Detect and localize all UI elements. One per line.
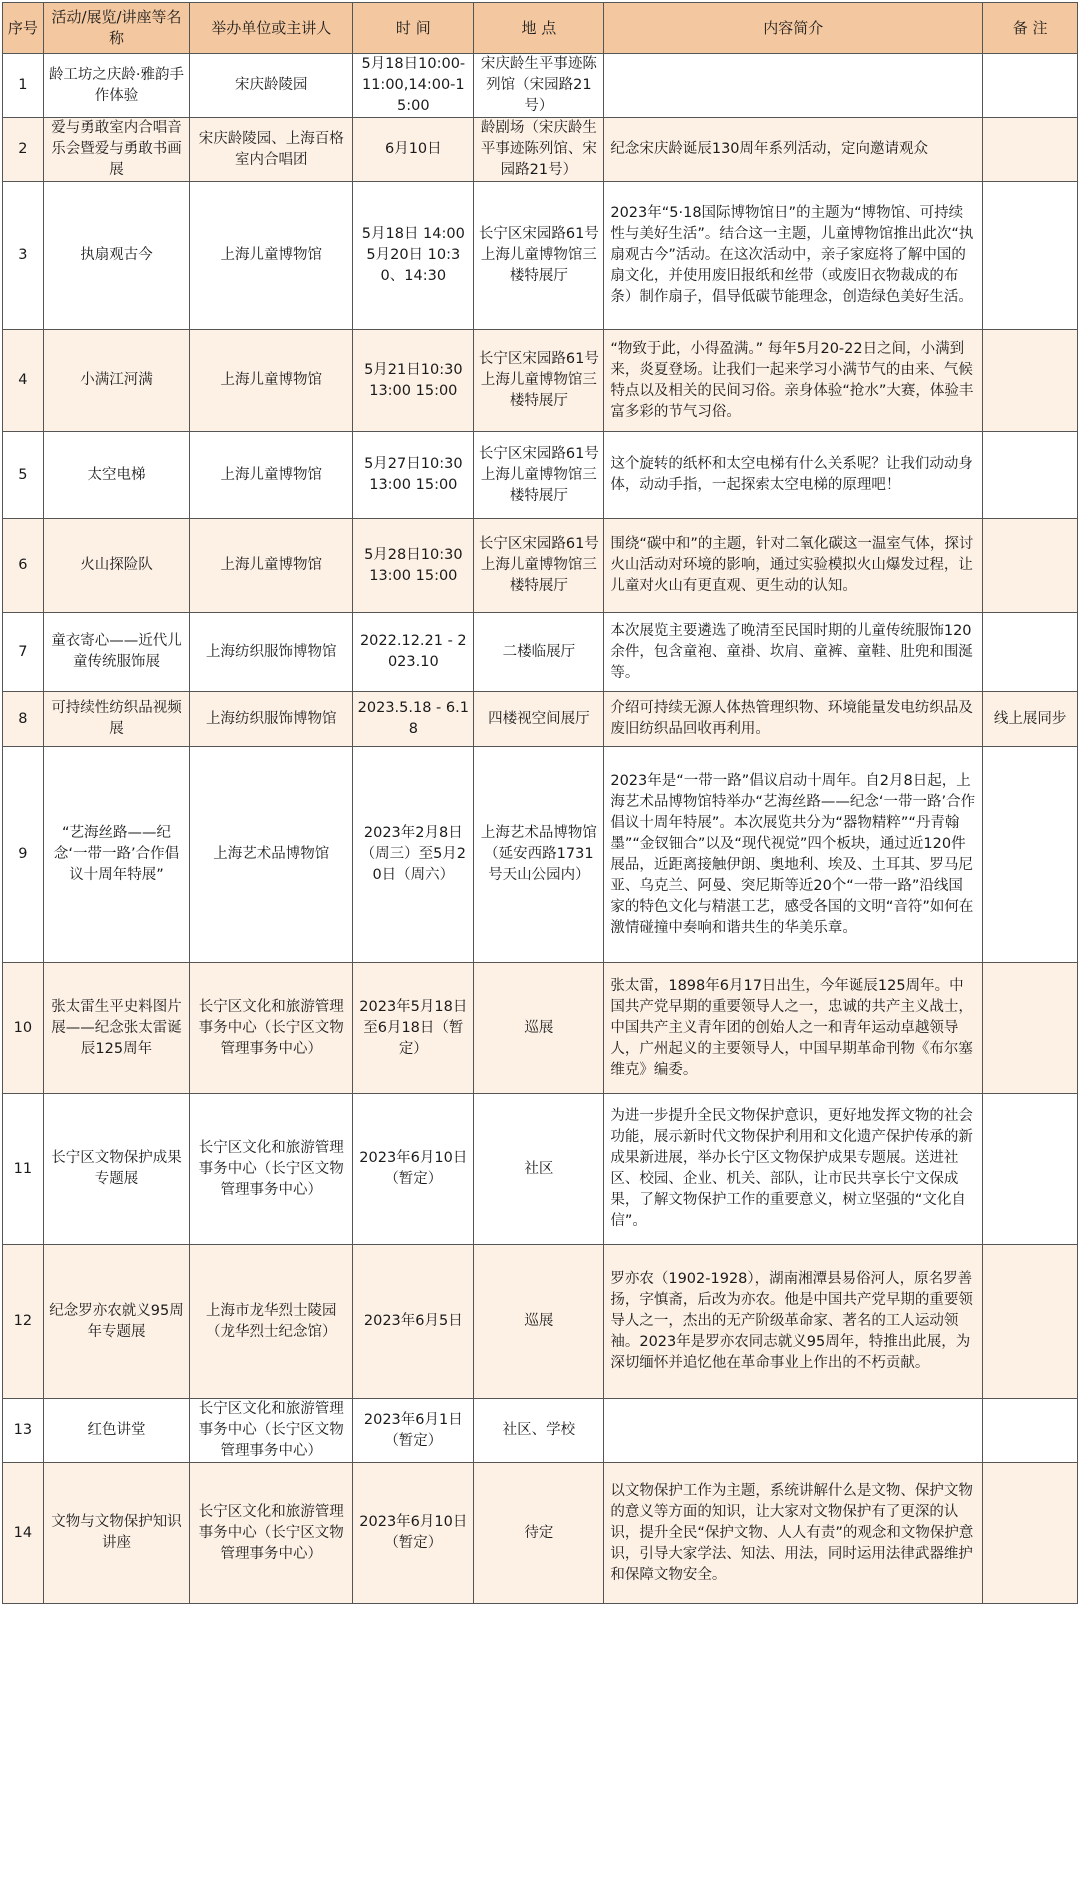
cell-place: 长宁区宋园路61号上海儿童博物馆三楼特展厅 (474, 330, 604, 432)
cell-desc: 这个旋转的纸杯和太空电梯有什么关系呢？让我们动动身体，动动手指，一起探索太空电梯的原理吧！ (604, 432, 983, 519)
header-note: 备 注 (983, 3, 1078, 54)
cell-time: 2023年5月18日至6月18日（暂定） (353, 963, 474, 1094)
cell-desc: 为进一步提升全民文物保护意识，更好地发挥文物的社会功能，展示新时代文物保护利用和文化遗产保护传承的新成果新进展，举办长宁区文物保护成果专题展。送进社区、校园、企业、机关、部队，让市民共享长宁文保成果，了解文物保护工作的重要意义，树立坚强的“文化自信”。 (604, 1094, 983, 1245)
cell-org: 长宁区文化和旅游管理事务中心（长宁区文物管理事务中心） (190, 1399, 353, 1463)
cell-desc: 以文物保护工作为主题，系统讲解什么是文物、保护文物的意义等方面的知识，让大家对文物保护有了更深的认识，提升全民“保护文物、人人有责”的观念和文物保护意识，引导大家学法、知法、用法，同时运用法律武器维护和保障文物安全。 (604, 1463, 983, 1604)
cell-org: 上海纺织服饰博物馆 (190, 692, 353, 747)
cell-note (983, 1399, 1078, 1463)
cell-note (983, 1463, 1078, 1604)
cell-name: 文物与文物保护知识讲座 (43, 1463, 189, 1604)
cell-note (983, 432, 1078, 519)
cell-desc: “物致于此，小得盈满。” 每年5月20-22日之间，小满到来，炎夏登场。让我们一起来学习小满节气的由来、气候特点以及相关的民间习俗。亲身体验“抢水”大赛，体验丰富多彩的节气习俗。 (604, 330, 983, 432)
cell-place: 四楼视空间展厅 (474, 692, 604, 747)
cell-time: 2023年2月8日（周三）至5月20日（周六） (353, 747, 474, 963)
cell-org: 上海儿童博物馆 (190, 330, 353, 432)
cell-place: 二楼临展厅 (474, 613, 604, 692)
cell-desc: 罗亦农（1902-1928），湖南湘潭县易俗河人，原名罗善扬，字慎斋，后改为亦农。他是中国共产党早期的重要领导人之一，杰出的无产阶级革命家、著名的工人运动领袖。2023年是罗亦农同志就义95周年，特推出此展，为深切缅怀并追忆他在革命事业上作出的不朽贡献。 (604, 1245, 983, 1399)
cell-name: 红色讲堂 (43, 1399, 189, 1463)
cell-desc: 介绍可持续无源人体热管理织物、环境能量发电纺织品及废旧纺织品回收再利用。 (604, 692, 983, 747)
table-row (3, 1245, 1078, 1399)
header-org: 举办单位或主讲人 (190, 3, 353, 54)
cell-no: 7 (3, 613, 44, 692)
cell-place: 社区、学校 (474, 1399, 604, 1463)
cell-time: 6月10日 (353, 118, 474, 182)
table-row (3, 330, 1078, 432)
cell-note (983, 330, 1078, 432)
table-row (3, 747, 1078, 963)
cell-place: 长宁区宋园路61号上海儿童博物馆三楼特展厅 (474, 432, 604, 519)
header-no: 序号 (3, 3, 44, 54)
cell-no: 10 (3, 963, 44, 1094)
table-row (3, 613, 1078, 692)
cell-name: “艺海丝路——纪念‘一带一路’合作倡议十周年特展” (43, 747, 189, 963)
cell-note (983, 54, 1078, 118)
header-name: 活动/展览/讲座等名称 (43, 3, 189, 54)
cell-name: 长宁区文物保护成果专题展 (43, 1094, 189, 1245)
cell-note (983, 519, 1078, 613)
cell-note (983, 1245, 1078, 1399)
cell-no: 5 (3, 432, 44, 519)
cell-place: 社区 (474, 1094, 604, 1245)
cell-note (983, 747, 1078, 963)
cell-place: 巡展 (474, 1245, 604, 1399)
cell-time: 2023年6月10日（暂定） (353, 1463, 474, 1604)
header-time: 时 间 (353, 3, 474, 54)
cell-place: 长宁区宋园路61号上海儿童博物馆三楼特展厅 (474, 182, 604, 330)
cell-name: 纪念罗亦农就义95周年专题展 (43, 1245, 189, 1399)
events-table (2, 2, 1078, 1604)
cell-desc: 纪念宋庆龄诞辰130周年系列活动，定向邀请观众 (604, 118, 983, 182)
cell-time: 2023年6月10日（暂定） (353, 1094, 474, 1245)
cell-name: 执扇观古今 (43, 182, 189, 330)
cell-name: 太空电梯 (43, 432, 189, 519)
cell-no: 9 (3, 747, 44, 963)
cell-no: 3 (3, 182, 44, 330)
cell-time: 5月18日10:00-11:00,14:00-15:00 (353, 54, 474, 118)
cell-time: 5月27日10:30 13:00 15:00 (353, 432, 474, 519)
cell-time: 2022.12.21 - 2023.10 (353, 613, 474, 692)
cell-org: 上海市龙华烈士陵园（龙华烈士纪念馆） (190, 1245, 353, 1399)
cell-no: 8 (3, 692, 44, 747)
cell-org: 长宁区文化和旅游管理事务中心（长宁区文物管理事务中心） (190, 1463, 353, 1604)
cell-time: 5月21日10:30 13:00 15:00 (353, 330, 474, 432)
cell-org: 宋庆龄陵园、上海百格室内合唱团 (190, 118, 353, 182)
table-row (3, 1399, 1078, 1463)
cell-name: 童衣寄心——近代儿童传统服饰展 (43, 613, 189, 692)
cell-no: 12 (3, 1245, 44, 1399)
table-row (3, 432, 1078, 519)
cell-name: 爱与勇敢室内合唱音乐会暨爱与勇敢书画展 (43, 118, 189, 182)
cell-note (983, 1094, 1078, 1245)
cell-org: 宋庆龄陵园 (190, 54, 353, 118)
cell-place: 待定 (474, 1463, 604, 1604)
cell-no: 4 (3, 330, 44, 432)
cell-org: 上海儿童博物馆 (190, 182, 353, 330)
cell-desc: 2023年“5·18国际博物馆日”的主题为“博物馆、可持续性与美好生活”。结合这一主题，儿童博物馆推出此次“执扇观古今”活动。在这次活动中，亲子家庭将了解中国的扇文化，并使用废旧报纸和丝带（或废旧衣物裁成的布条）制作扇子，倡导低碳节能理念，创造绿色美好生活。 (604, 182, 983, 330)
table-row (3, 519, 1078, 613)
cell-no: 11 (3, 1094, 44, 1245)
table-row (3, 54, 1078, 118)
cell-name: 龄工坊之庆龄·雅韵手作体验 (43, 54, 189, 118)
header-desc: 内容简介 (604, 3, 983, 54)
cell-time: 2023.5.18 - 6.18 (353, 692, 474, 747)
cell-time: 2023年6月5日 (353, 1245, 474, 1399)
cell-desc: 2023年是“一带一路”倡议启动十周年。自2月8日起，上海艺术品博物馆特举办“艺海丝路——纪念‘一带一路’合作倡议十周年特展”。本次展览共分为“器物精粹”“丹青翰墨”“金钗钿合”以及“现代视觉”四个板块，通过近120件展品，近距离接触伊朗、奥地利、埃及、土耳其、罗马尼亚、乌克兰、阿曼、突尼斯等近20个“一带一路”沿线国家的特色文化与精湛工艺，感受各国的文明“音符”如何在激情碰撞中奏响和谐共生的华美乐章。 (604, 747, 983, 963)
cell-org: 长宁区文化和旅游管理事务中心（长宁区文物管理事务中心） (190, 1094, 353, 1245)
cell-place: 巡展 (474, 963, 604, 1094)
cell-org: 上海艺术品博物馆 (190, 747, 353, 963)
cell-time: 5月28日10:30 13:00 15:00 (353, 519, 474, 613)
cell-note (983, 613, 1078, 692)
cell-note: 线上展同步 (983, 692, 1078, 747)
table-row (3, 1463, 1078, 1604)
table-row (3, 182, 1078, 330)
cell-org: 上海儿童博物馆 (190, 519, 353, 613)
cell-note (983, 963, 1078, 1094)
cell-place: 宋庆龄生平事迹陈列馆（宋园路21号） (474, 54, 604, 118)
cell-time: 5月18日 14:00 5月20日 10:30、14:30 (353, 182, 474, 330)
table-row (3, 692, 1078, 747)
table-row (3, 963, 1078, 1094)
cell-no: 13 (3, 1399, 44, 1463)
cell-org: 上海纺织服饰博物馆 (190, 613, 353, 692)
cell-desc: 围绕“碳中和”的主题，针对二氧化碳这一温室气体，探讨火山活动对环境的影响，通过实验模拟火山爆发过程，让儿童对火山有更直观、更生动的认知。 (604, 519, 983, 613)
cell-name: 可持续性纺织品视频展 (43, 692, 189, 747)
cell-note (983, 118, 1078, 182)
cell-name: 火山探险队 (43, 519, 189, 613)
cell-note (983, 182, 1078, 330)
cell-desc (604, 1399, 983, 1463)
table-row (3, 1094, 1078, 1245)
cell-no: 1 (3, 54, 44, 118)
cell-time: 2023年6月1日（暂定） (353, 1399, 474, 1463)
cell-desc: 本次展览主要遴选了晚清至民国时期的儿童传统服饰120余件，包含童袍、童褂、坎肩、童裤、童鞋、肚兜和围涎等。 (604, 613, 983, 692)
cell-desc: 张太雷，1898年6月17日出生，今年诞辰125周年。中国共产党早期的重要领导人之一，忠诚的共产主义战士，中国共产主义青年团的创始人之一和青年运动卓越领导人，广州起义的主要领导人，中国早期革命刊物《布尔塞维克》编委。 (604, 963, 983, 1094)
table-row (3, 118, 1078, 182)
header-row (3, 3, 1078, 54)
cell-place: 长宁区宋园路61号上海儿童博物馆三楼特展厅 (474, 519, 604, 613)
cell-no: 2 (3, 118, 44, 182)
cell-desc (604, 54, 983, 118)
cell-place: 上海艺术品博物馆（延安西路1731号天山公园内） (474, 747, 604, 963)
cell-org: 长宁区文化和旅游管理事务中心（长宁区文物管理事务中心） (190, 963, 353, 1094)
cell-no: 14 (3, 1463, 44, 1604)
cell-name: 小满江河满 (43, 330, 189, 432)
cell-name: 张太雷生平史料图片展——纪念张太雷诞辰125周年 (43, 963, 189, 1094)
header-place: 地 点 (474, 3, 604, 54)
cell-org: 上海儿童博物馆 (190, 432, 353, 519)
cell-place: 龄剧场（宋庆龄生平事迹陈列馆、宋园路21号） (474, 118, 604, 182)
cell-no: 6 (3, 519, 44, 613)
